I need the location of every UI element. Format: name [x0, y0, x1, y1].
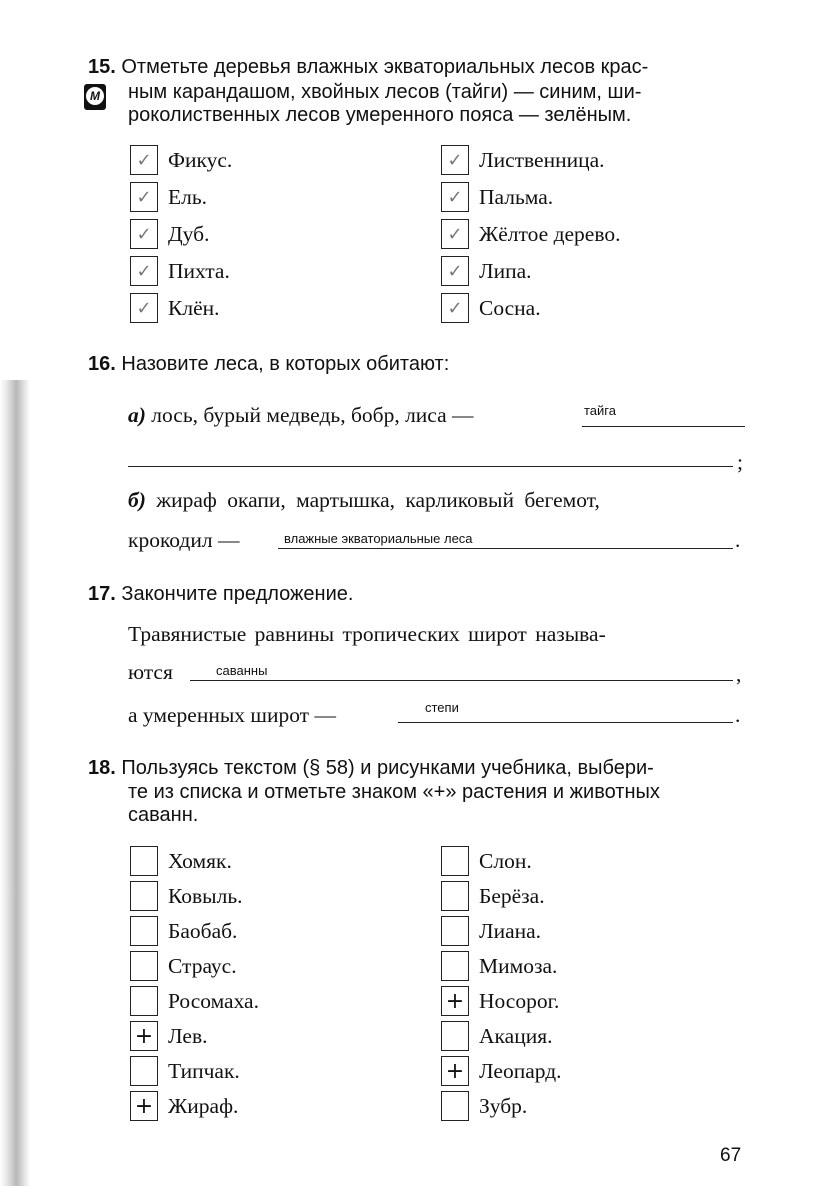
checklist-item-label: Хомяк.	[168, 848, 232, 873]
checklist-item-label: Страус.	[168, 953, 237, 978]
checkbox[interactable]: ✓	[441, 182, 469, 212]
q18-line-3: саванн.	[128, 804, 199, 826]
checklist-item[interactable]	[441, 985, 559, 1017]
checklist-item-label: Типчак.	[168, 1058, 240, 1083]
checklist-item[interactable]	[130, 915, 237, 947]
q16-a-answer-line-2[interactable]	[128, 466, 733, 467]
checkbox[interactable]	[130, 1056, 158, 1086]
checkbox[interactable]: ✓	[130, 256, 158, 286]
checklist-item-label: Сосна.	[479, 295, 541, 320]
checkbox[interactable]	[130, 916, 158, 946]
checkbox[interactable]: ✓	[130, 182, 158, 212]
q15-line-2: ным карандашом, хвойных лесов (тайги) — синим, ши-	[128, 81, 642, 103]
checklist-item[interactable]	[130, 985, 259, 1017]
checkbox[interactable]	[130, 951, 158, 981]
q16-b-text: б) жираф окапи, мартышка, карликовый бегемот,	[128, 488, 600, 512]
checklist-item-label: Лиана.	[479, 918, 542, 943]
q15-number: 15.	[88, 56, 116, 78]
checklist-item[interactable]	[441, 1090, 527, 1122]
checklist-item-label: Пихта.	[168, 258, 230, 283]
q15-line-3: роколиственных лесов умеренного пояса — зелёным.	[128, 104, 632, 126]
checklist-item-label: Липа.	[479, 258, 532, 283]
q16-a-answer-line[interactable]	[582, 426, 745, 427]
checkbox[interactable]	[441, 916, 469, 946]
q17-answer-line-1[interactable]	[190, 680, 733, 681]
checklist-item-label: Акация.	[479, 1023, 553, 1048]
q17-answer-2: степи	[425, 700, 459, 715]
q17-answer-line-2[interactable]	[398, 722, 733, 723]
scan-edge-shadow	[0, 380, 30, 1186]
checklist-item[interactable]	[130, 880, 243, 912]
checklist-item-label: Жёлтое дерево.	[479, 221, 621, 246]
checklist-item[interactable]	[130, 181, 207, 213]
checklist-item-label: Лев.	[168, 1023, 208, 1048]
checklist-item[interactable]	[441, 144, 605, 176]
checklist-item[interactable]	[130, 292, 220, 324]
checklist-item-label: Носорог.	[479, 988, 560, 1013]
badge-m-icon: М	[84, 84, 106, 110]
checklist-item-label: Слон.	[479, 848, 532, 873]
checklist-item-label: Росомаха.	[168, 988, 259, 1013]
page-number: 67	[720, 1145, 742, 1166]
checkbox[interactable]	[441, 951, 469, 981]
q16-a-end: ;	[737, 450, 743, 474]
q17-end-2: .	[735, 703, 741, 727]
checkbox[interactable]	[441, 881, 469, 911]
checklist-item-label: Фикус.	[168, 147, 233, 172]
checkbox[interactable]: +	[441, 1056, 469, 1086]
checklist-item[interactable]	[441, 181, 553, 213]
q17-line-2: ются	[128, 660, 173, 684]
checklist-item[interactable]	[130, 1090, 238, 1122]
checklist-item[interactable]	[130, 845, 232, 877]
q18-line-2: те из списка и отметьте знаком «+» растения и животных	[128, 781, 660, 803]
checklist-item[interactable]	[441, 950, 557, 982]
checklist-item-label: Дуб.	[168, 221, 210, 246]
checklist-item[interactable]	[441, 880, 545, 912]
checkbox[interactable]: +	[130, 1021, 158, 1051]
q17-line-1: Травянистые равнины тропических широт называ-	[128, 622, 606, 646]
q16-prompt: 16. Назовите леса, в которых обитают:	[88, 353, 450, 375]
q17-prompt: 17. Закончите предложение.	[88, 583, 354, 605]
checklist-item[interactable]	[441, 1020, 552, 1052]
q16-a-answer: тайга	[584, 403, 616, 418]
checkbox[interactable]: ✓	[130, 293, 158, 323]
checkbox[interactable]	[130, 846, 158, 876]
checkbox[interactable]: +	[441, 986, 469, 1016]
checklist-item[interactable]	[130, 950, 237, 982]
checklist-item[interactable]	[441, 1055, 562, 1087]
checkbox[interactable]	[130, 881, 158, 911]
checkbox[interactable]: +	[130, 1091, 158, 1121]
q17-end-1: ,	[736, 662, 742, 686]
checkbox[interactable]: ✓	[130, 145, 158, 175]
checklist-item-label: Пальма.	[479, 184, 554, 209]
checklist-item[interactable]	[441, 915, 541, 947]
q15-line-1: 15. Отметьте деревья влажных экваториальных лесов крас-	[88, 56, 649, 78]
checkbox[interactable]: ✓	[441, 219, 469, 249]
checklist-item-label: Ель.	[168, 184, 208, 209]
checklist-item-label: Клён.	[168, 295, 220, 320]
checklist-item-label: Берёза.	[479, 883, 545, 908]
checklist-item[interactable]	[130, 255, 230, 287]
q16-b-answer-line[interactable]	[278, 548, 733, 549]
q18-line-1: 18. Пользуясь текстом (§ 58) и рисунками учебника, выбери-	[88, 757, 654, 779]
checkbox[interactable]: ✓	[441, 145, 469, 175]
checklist-item-label: Ковыль.	[168, 883, 243, 908]
checklist-item-label: Мимоза.	[479, 953, 558, 978]
checklist-item[interactable]	[130, 1020, 208, 1052]
q16-b-text-2: крокодил —	[128, 528, 240, 552]
checklist-item[interactable]	[441, 845, 532, 877]
checklist-item-label: Лиственница.	[479, 147, 605, 172]
checklist-item-label: Жираф.	[168, 1093, 239, 1118]
checkbox[interactable]	[441, 846, 469, 876]
q16-a-text: а) лось, бурый медведь, бобр, лиса —	[128, 403, 474, 427]
checklist-item[interactable]	[441, 255, 532, 287]
checklist-item[interactable]	[130, 1055, 240, 1087]
checklist-item[interactable]	[130, 144, 232, 176]
checkbox[interactable]: ✓	[441, 256, 469, 286]
checkbox[interactable]: ✓	[130, 219, 158, 249]
checkbox[interactable]	[441, 1021, 469, 1051]
q17-line-3: а умеренных широт —	[128, 703, 336, 727]
checklist-item[interactable]	[441, 218, 620, 250]
checklist-item-label: Леопард.	[479, 1058, 562, 1083]
checklist-item[interactable]	[441, 292, 541, 324]
checklist-item-label: Баобаб.	[168, 918, 238, 943]
q16-b-answer: влажные экваториальные леса	[284, 531, 473, 546]
checkbox[interactable]: ✓	[441, 293, 469, 323]
q16-b-end: .	[735, 528, 741, 552]
checkbox[interactable]	[130, 986, 158, 1016]
checklist-item-label: Зубр.	[479, 1093, 528, 1118]
q17-answer-1: саванны	[216, 663, 268, 678]
checkbox[interactable]	[441, 1091, 469, 1121]
checklist-item[interactable]	[130, 218, 209, 250]
